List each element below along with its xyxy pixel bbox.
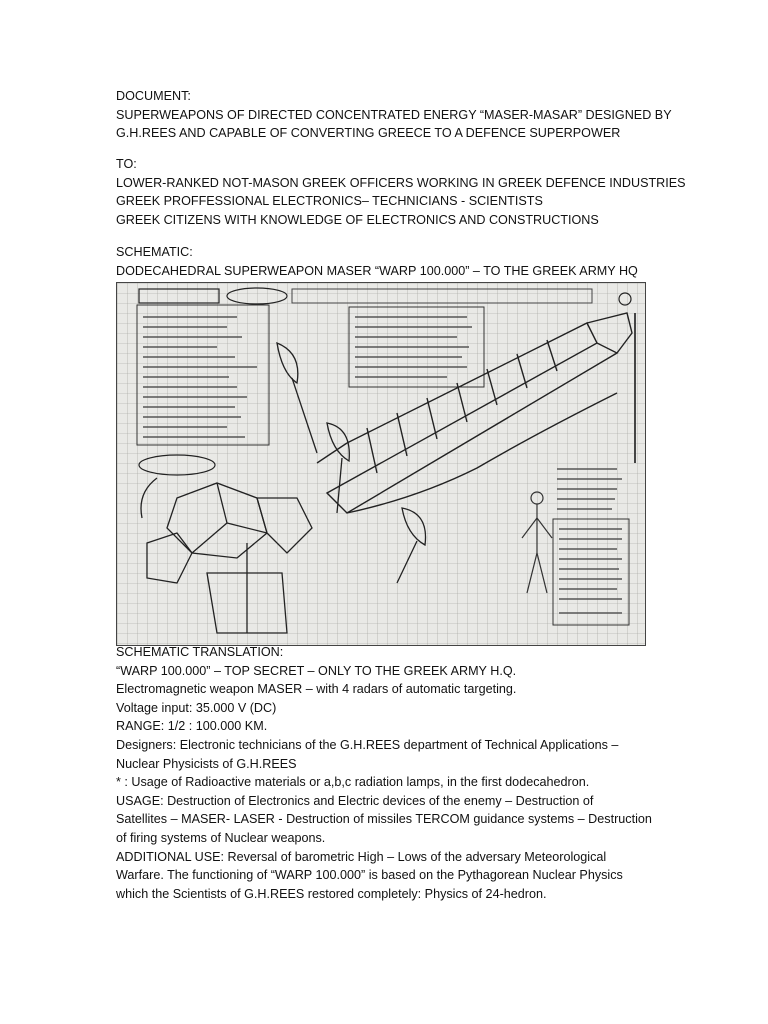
- recipients-label: TO:: [116, 157, 137, 171]
- translation-line-5: Designers: Electronic technicians of the G.H.REES department of Technical Applications –: [116, 737, 619, 752]
- translation-line-11: ADDITIONAL USE: Reversal of barometric High – Lows of the adversary Meteorological: [116, 849, 607, 864]
- translation-line-9: Satellites – MASER- LASER - Destruction of missiles TERCOM guidance systems – Destruction: [116, 812, 652, 827]
- schematic-title: DODECAHEDRAL SUPERWEAPON MASER “WARP 100.000” – TO THE GREEK ARMY HQ: [116, 263, 638, 278]
- schematic-sketch-image: [117, 283, 645, 645]
- recipient-line-2: GREEK PROFFESSIONAL ELECTRONICS– TECHNICIANS - SCIENTISTS: [116, 194, 543, 209]
- translation-line-3: Voltage input: 35.000 V (DC): [116, 700, 277, 715]
- translation-line-13: which the Scientists of G.H.REES restored completely: Physics of 24-hedron.: [116, 886, 547, 901]
- translation-line-7: * : Usage of Radioactive materials or a,b,c radiation lamps, in the first dodecahedron.: [116, 775, 590, 790]
- translation-label: SCHEMATIC TRANSLATION:: [116, 645, 284, 659]
- translation-line-10: of firing systems of Nuclear weapons.: [116, 830, 326, 845]
- recipients-section: [116, 155, 686, 229]
- translation-line-4: RANGE: 1/2 : 100.000 KM.: [116, 719, 268, 734]
- translation-line-1: “WARP 100.000” – TOP SECRET – ONLY TO THE GREEK ARMY H.Q.: [116, 663, 517, 678]
- recipient-line-1: LOWER-RANKED NOT-MASON GREEK OFFICERS WORKING IN GREEK DEFENCE INDUSTRIES: [116, 175, 686, 190]
- translation-line-6: Nuclear Physicists of G.H.REES: [116, 756, 297, 771]
- translation-section: [116, 643, 676, 903]
- schematic-drawing: [116, 282, 646, 646]
- translation-line-2: Electromagnetic weapon MASER – with 4 radars of automatic targeting.: [116, 682, 517, 697]
- translation-line-8: USAGE: Destruction of Electronics and Electric devices of the enemy – Destruction of: [116, 793, 594, 808]
- document-header: [116, 87, 676, 143]
- document-label: DOCUMENT:: [116, 89, 191, 103]
- translation-line-12: Warfare. The functioning of “WARP 100.000” is based on the Pythagorean Nuclear Physics: [116, 868, 623, 883]
- document-title-line-2: G.H.REES AND CAPABLE OF CONVERTING GREECE TO A DEFENCE SUPERPOWER: [116, 126, 621, 141]
- document-title-line-1: SUPERWEAPONS OF DIRECTED CONCENTRATED ENERGY “MASER-MASAR” DESIGNED BY: [116, 107, 672, 122]
- recipient-line-3: GREEK CITIZENS WITH KNOWLEDGE OF ELECTRONICS AND CONSTRUCTIONS: [116, 212, 599, 227]
- schematic-label: SCHEMATIC:: [116, 245, 193, 259]
- schematic-section: [116, 243, 676, 280]
